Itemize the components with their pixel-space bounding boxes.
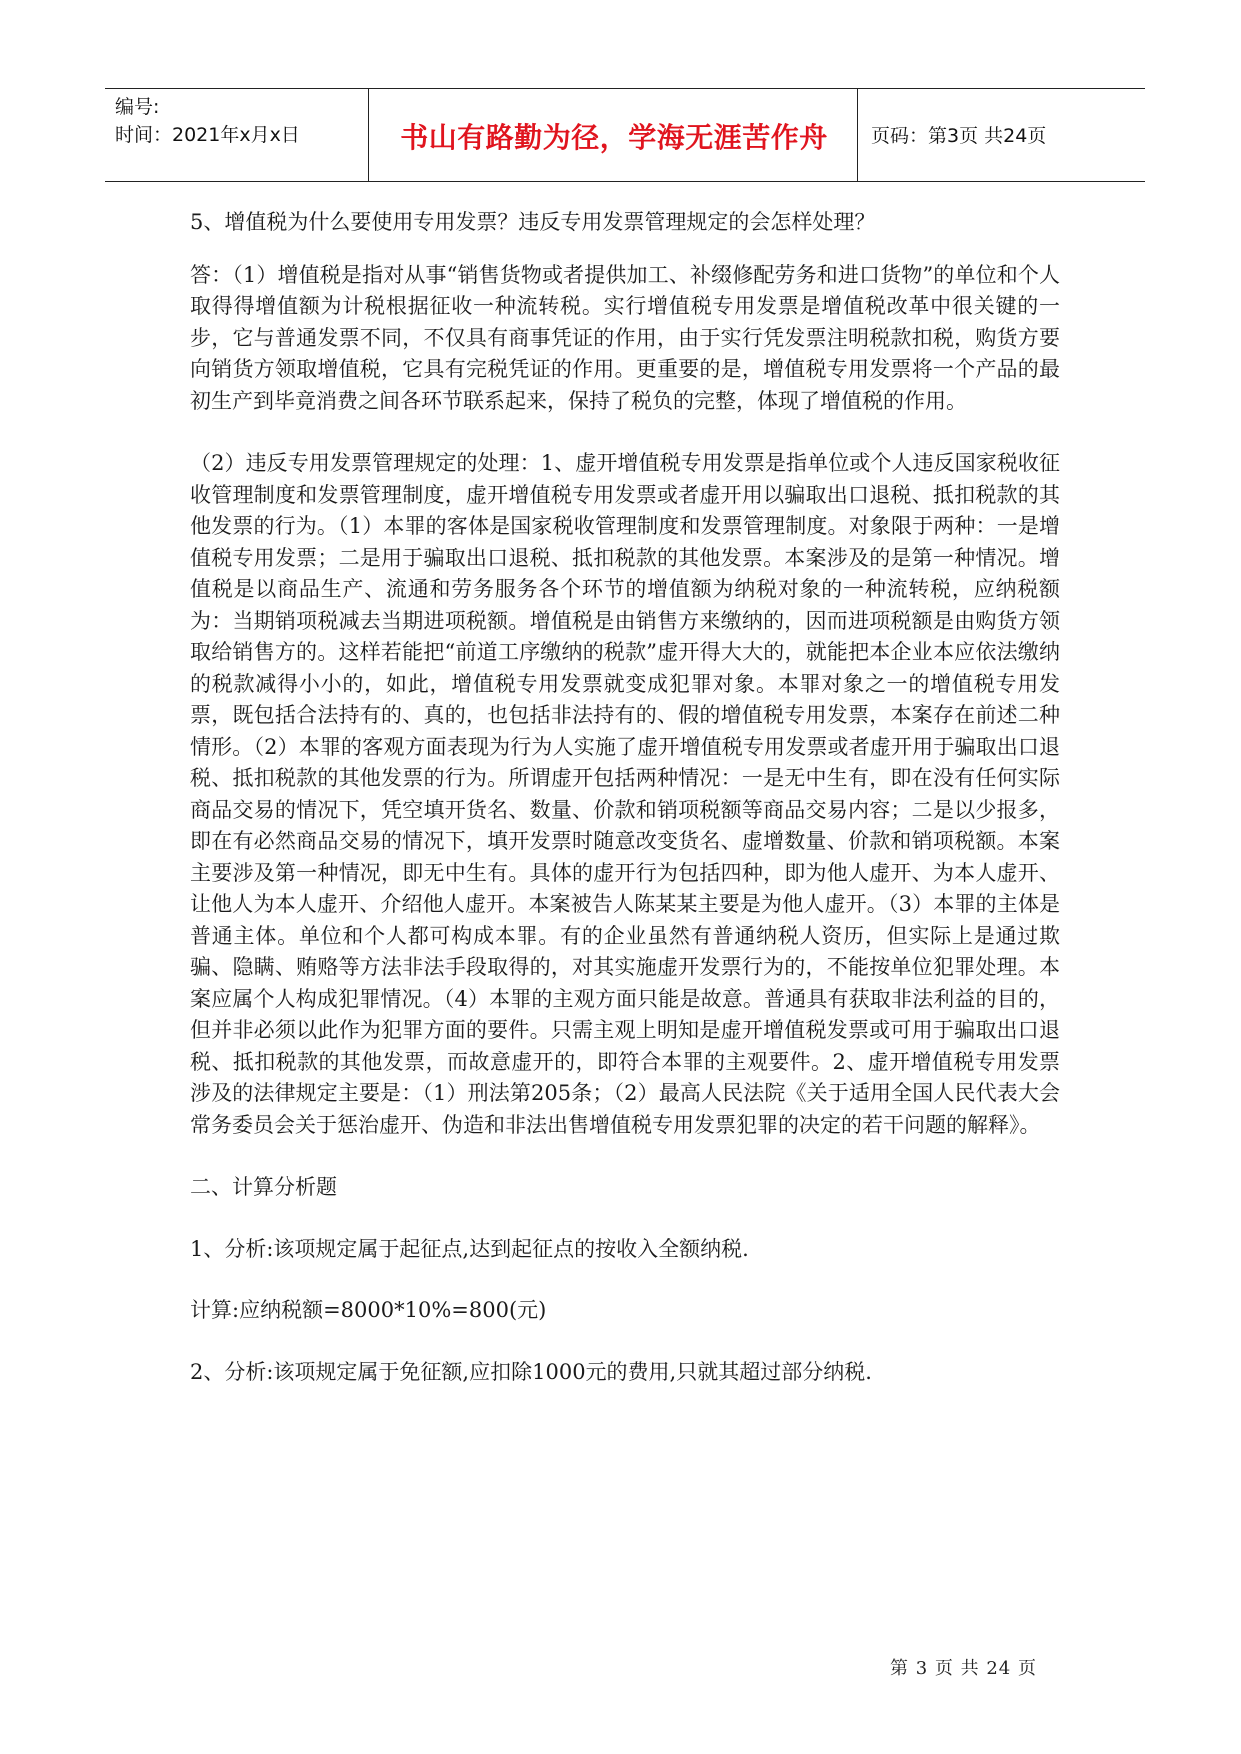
page-footer: 第 3 页 共 24 页 [890, 1658, 1037, 1679]
header-number-label: 编号: [115, 96, 160, 118]
header-time-label: 时间：2021年x月x日 [115, 124, 300, 146]
page-header [105, 88, 1145, 182]
header-divider-right [857, 89, 858, 181]
header-page-label: 页码：第3页 共24页 [871, 125, 1047, 147]
section-title: 二、计算分析题 [190, 1175, 337, 1199]
calc-item-2-analysis: 2、分析:该项规定属于免征额,应扣除1000元的费用,只就其超过部分纳税. [190, 1359, 872, 1384]
header-meta [115, 93, 365, 149]
calc-item-1-analysis: 1、分析:该项规定属于起征点,达到起征点的按收入全额纳税. [190, 1236, 749, 1261]
answer-paragraph-2: （2）违反专用发票管理规定的处理：1、虚开增值税专用发票是指单位或个人违反国家税收征收管理制度和发票管理制度，虚开增值税专用发票或者虚开用以骗取出口退税、抵扣税款的其他发票的行为。（1）本罪的客体是国家税收管理制度和发票管理制度。对象限于两种：一是增值税专用发票；二是用于骗取出口退税、抵扣税款的其他发票。本案涉及的是第一种情况。增值税是以商品生产、流通和劳务服务各个环节的增值额为纳税对象的一种流转税，应纳税额为：当期销项税减去当期进项税额。增值税是由销售方来缴纳的，因而进项税额是由购货方领取给销售方的。这样若能把“前道工序缴纳的税款”虚开得大大的，就能把本企业本应依法缴纳的税款减得小小的，如此，增值税专用发票就变成犯罪对象。本罪对象之一的增值税专用发票，既包括合法持有的、真的，也包括非法持有的、假的增值税专用发票，本案存在前述二种情形。（2）本罪的客观方面表现为行为人实施了虚开增值税专用发票或者虚开用于骗取出口退税、抵扣税款的其他发票的行为。所谓虚开包括两种情况：一是无中生有，即在没有任何实际商品交易的情况下，凭空填开货名、数量、价款和销项税额等商品交易内容；二是以少报多，即在有必然商品交易的情况下，填开发票时随意改变货名、虚增数量、价款和销项税额。本案主要涉及第一种情况，即无中生有。具体的虚开行为包括四种，即为他人虚开、为本人虚开、让他人为本人虚开、介绍他人虚开。本案被告人陈某某主要是为他人虚开。（3）本罪的主体是普通主体。单位和个人都可构成本罪。有的企业虽然有普通纳税人资历，但实际上是通过欺骗、隐瞒、贿赂等方法非法手段取得的，对其实施虚开发票行为的，不能按单位犯罪处理。本案应属个人构成犯罪情况。（4）本罪的主观方面只能是故意。普通具有获取非法利益的目的，但并非必须以此作为犯罪方面的要件。只需主观上明知是虚开增值税发票或可用于骗取出口退税、抵扣税款的其他发票，而故意虚开的，即符合本罪的主观要件。2、虚开增值税专用发票涉及的法律规定主要是：（1）刑法第205条；（2）最高人民法院《关于适用全国人民代表大会常务委员会关于惩治虚开、伪造和非法出售增值税专用发票犯罪的决定的若干问题的解释》。 [190, 451, 1060, 1137]
document-body [190, 207, 1060, 1418]
header-motto: 书山有路勤为径，学海无涯苦作舟 [400, 121, 828, 154]
answer-paragraph-1: 答：（1）增值税是指对从事“销售货物或者提供加工、补缀修配劳务和进口货物”的单位和个人取得得增值额为计税根据征收一种流转税。实行增值税专用发票是增值税改革中很关键的一步，它与普通发票不同，不仅具有商事凭证的作用，由于实行凭发票注明税款扣税，购货方要向销货方领取增值税，它具有完税凭证的作用。更重要的是，增值税专用发票将一个产品的最初生产到毕竟消费之间各环节联系起来，保持了税负的完整，体现了增值税的作用。 [190, 262, 1060, 413]
calc-item-1-calculation: 计算:应纳税额=8000*10%=800(元) [190, 1298, 547, 1322]
question-5: 5、增值税为什么要使用专用发票？违反专用发票管理规定的会怎样处理？ [190, 210, 876, 234]
header-divider-left [368, 89, 369, 181]
